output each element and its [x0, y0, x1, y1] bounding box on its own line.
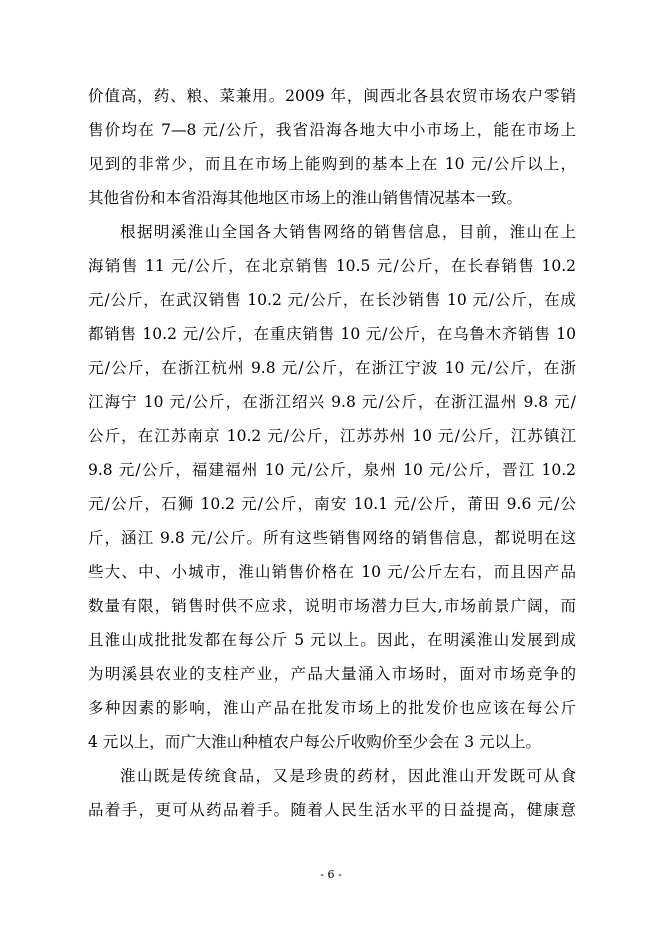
paragraph-2-line-9: 元/公斤，石狮 10.2 元/公斤，南安 10.1 元/公斤，莆田 9.6 元/公 — [88, 495, 576, 513]
paragraph-2-line-5: 元/公斤，在浙江杭州 9.8 元/公斤，在浙江宁波 10 元/公斤，在浙 — [88, 359, 576, 377]
paragraph-2-line-14: 为明溪县农业的支柱产业，产品大量涌入市场时，面对市场竞争的 — [88, 665, 576, 683]
paragraph-2-line-6: 江海宁 10 元/公斤，在浙江绍兴 9.8 元/公斤，在浙江温州 9.8 元/ — [88, 393, 576, 411]
paragraph-2-line-3: 元/公斤，在武汉销售 10.2 元/公斤，在长沙销售 10 元/公斤，在成 — [88, 291, 576, 309]
paragraph-3-line-1: 淮山既是传统食品，又是珍贵的药材，因此淮山开发既可从食 — [120, 767, 576, 785]
paragraph-2-line-8: 9.8 元/公斤，福建福州 10 元/公斤，泉州 10 元/公斤，晋江 10.2 — [88, 461, 576, 479]
paragraph-2-line-13: 且淮山成批批发都在每公斤 5 元以上。因此，在明溪淮山发展到成 — [88, 631, 576, 649]
paragraph-2-line-4: 都销售 10.2 元/公斤，在重庆销售 10 元/公斤，在乌鲁木齐销售 10 — [88, 325, 576, 343]
paragraph-1-line-2: 售价均在 7—8 元/公斤，我省沿海各地大中小市场上，能在市场上 — [88, 121, 576, 139]
paragraph-1-line-3: 见到的非常少，而且在市场上能购到的基本上在 10 元/公斤以上， — [88, 155, 576, 173]
paragraph-2-line-10: 斤，涵江 9.8 元/公斤。所有这些销售网络的销售信息，都说明在这 — [88, 529, 576, 547]
paragraph-2-line-2: 海销售 11 元/公斤，在北京销售 10.5 元/公斤，在长春销售 10.2 — [88, 257, 576, 275]
paragraph-2-line-1: 根据明溪淮山全国各大销售网络的销售信息，目前，淮山在上 — [120, 223, 576, 241]
paragraph-2-line-11: 些大、中、小城市，淮山销售价格在 10 元/公斤左右，而且因产品 — [88, 563, 576, 581]
paragraph-2-line-15: 多种因素的影响，淮山产品在批发市场上的批发价也应该在每公斤 — [88, 699, 576, 717]
paragraph-1-line-4: 其他省份和本省沿海其他地区市场上的淮山销售情况基本一致。 — [88, 189, 523, 207]
paragraph-2-line-7: 公斤，在江苏南京 10.2 元/公斤，江苏苏州 10 元/公斤，江苏镇江 — [88, 427, 576, 445]
paragraph-1-line-1: 价值高，药、粮、菜兼用。2009 年，闽西北各县农贸市场农户零销 — [88, 87, 576, 105]
page-number: - 6 - — [320, 868, 342, 881]
paragraph-3-line-2: 品着手，更可从药品着手。随着人民生活水平的日益提高，健康意 — [88, 801, 576, 819]
paragraph-2-line-16: 4 元以上，而广大淮山种植农户每公斤收购价至少会在 3 元以上。 — [88, 733, 542, 751]
paragraph-2-line-12: 数量有限，销售时供不应求，说明市场潜力巨大,市场前景广阔，而 — [88, 597, 576, 615]
